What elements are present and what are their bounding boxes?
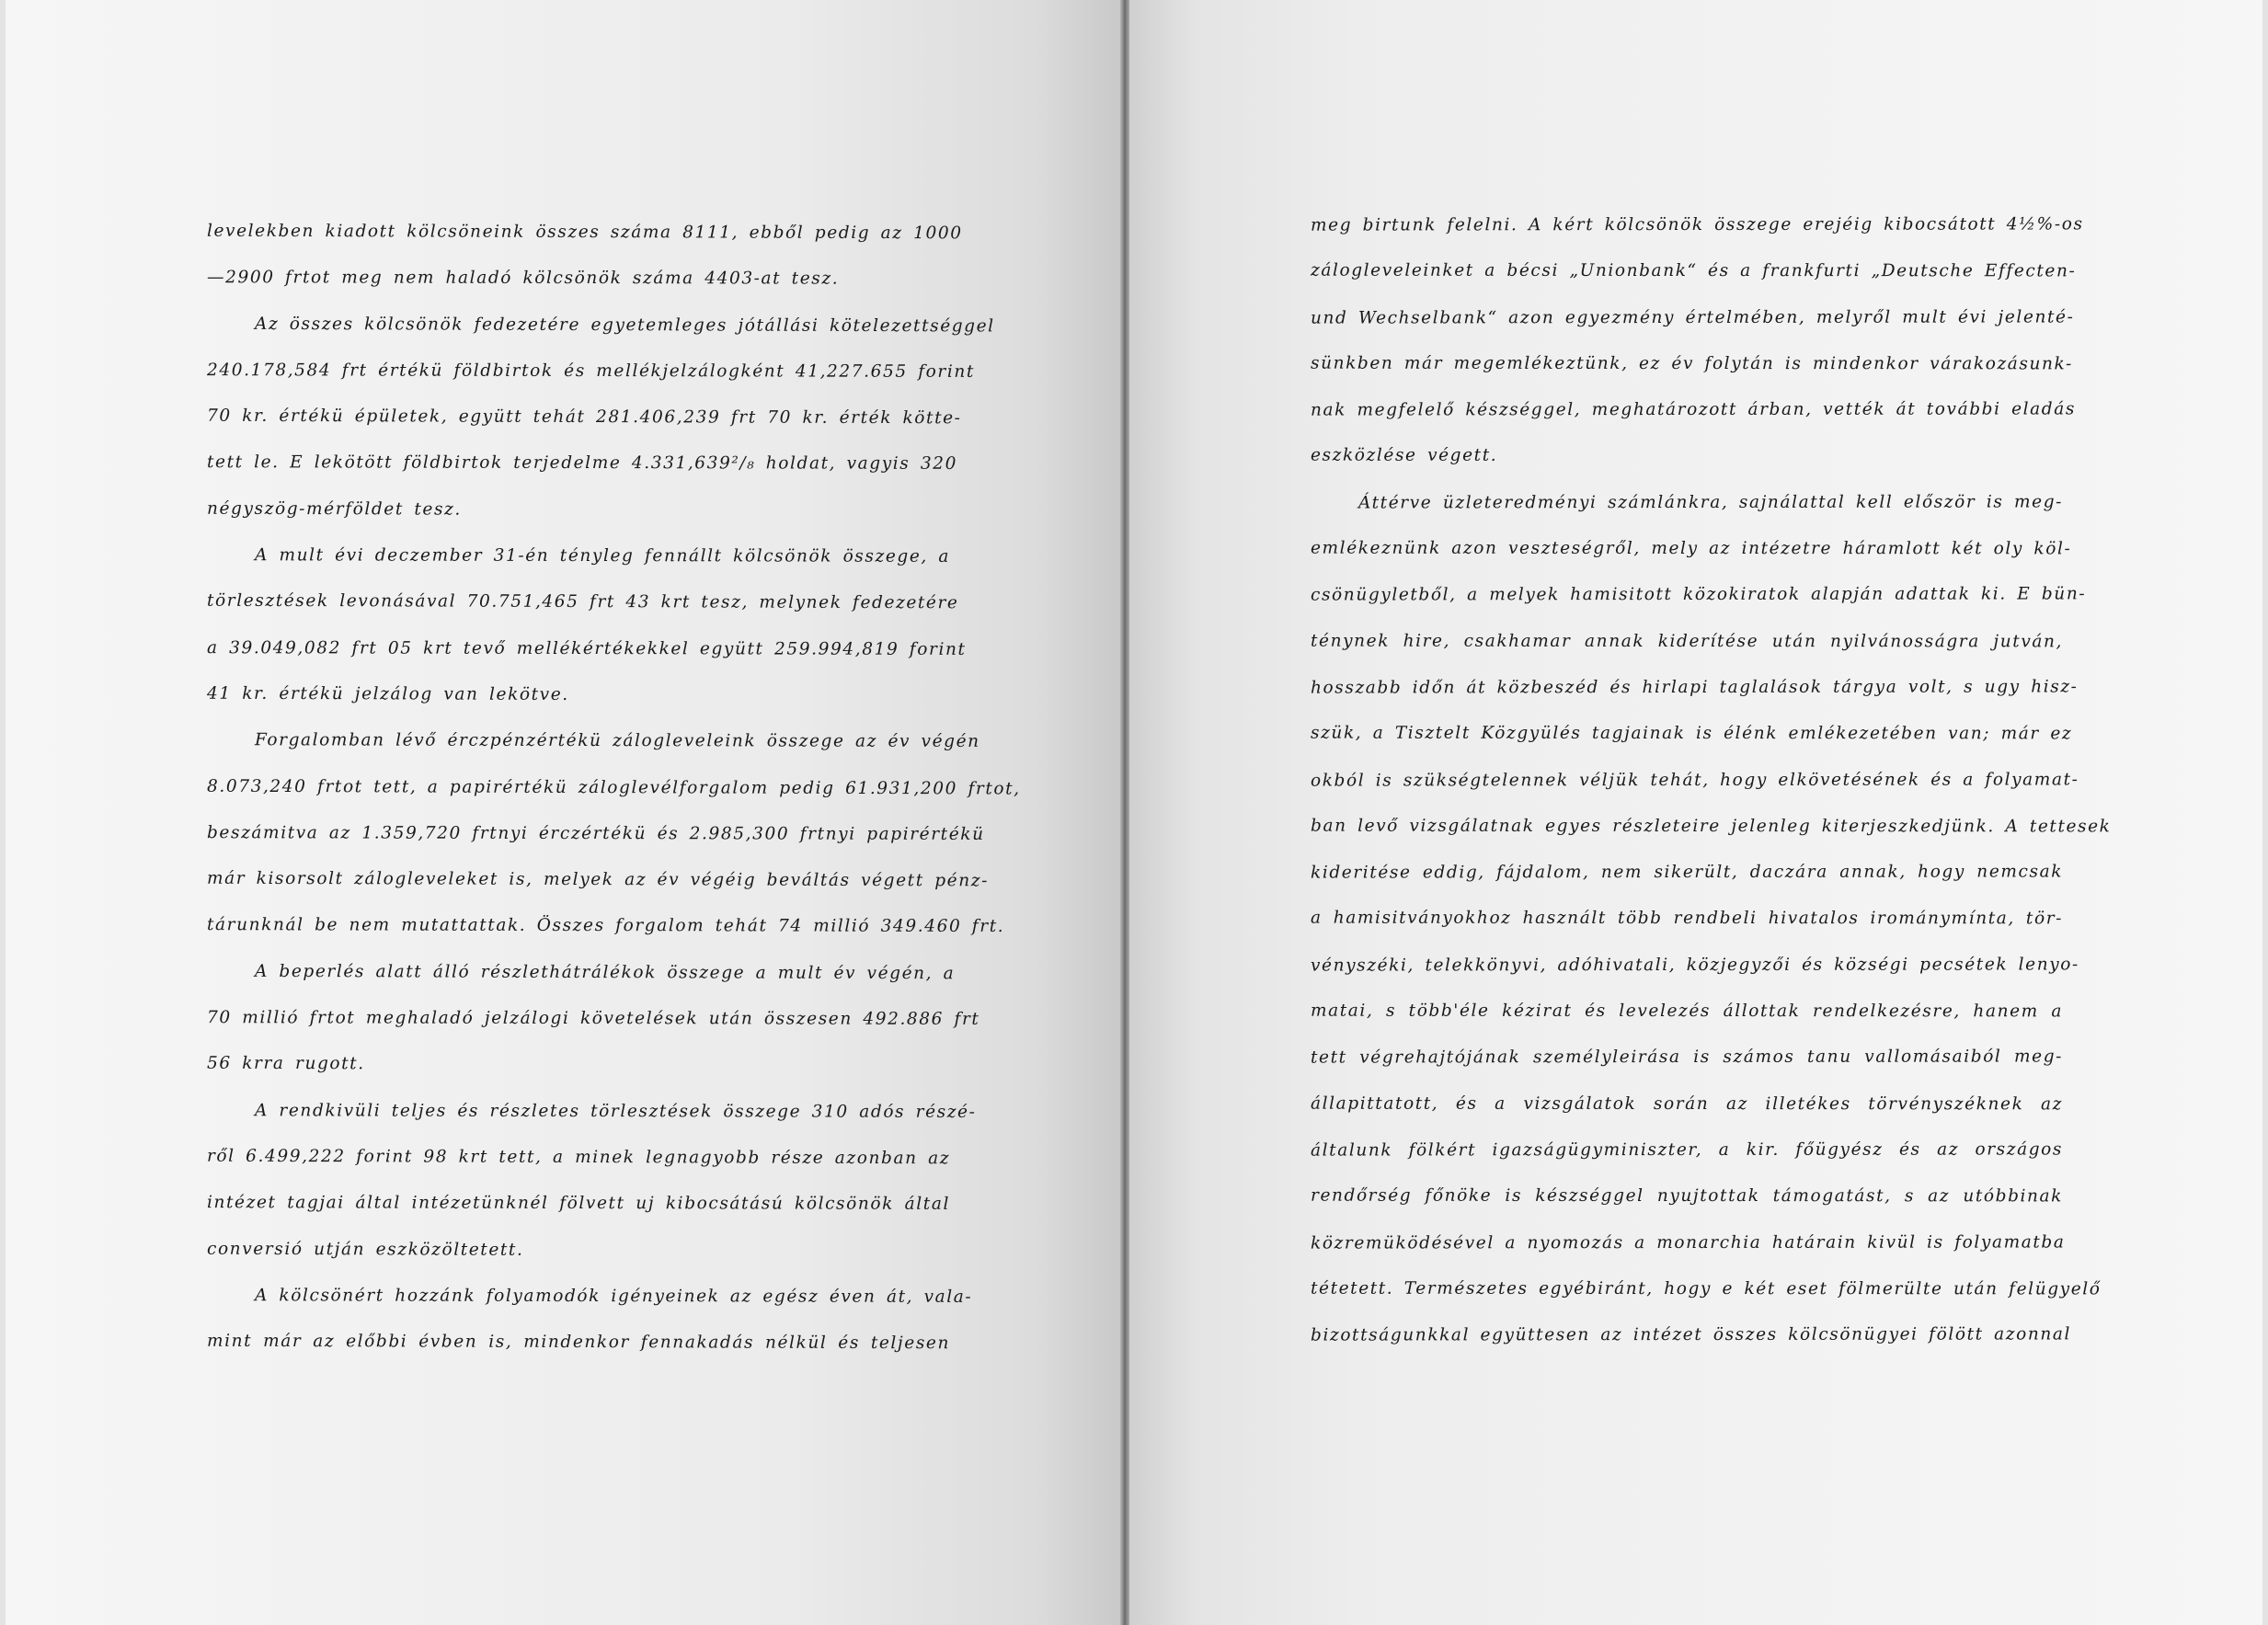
text-line: szük, a Tisztelt Közgyülés tagjainak is élénk emlékezetében van; már ez (1310, 723, 2073, 744)
text-line: 70 millió frtot meghaladó jelzálogi követelések után összesen 492.886 frt (206, 1008, 980, 1029)
text-line: zálogleveleinket a bécsi „Unionbank“ és a frankfurti „Deutsche Effecten- (1310, 260, 2077, 281)
text-line: und Wechselbank“ azon egyezmény értelmében, melyről mult évi jelenté- (1310, 307, 2075, 328)
text-line: 56 krra rugott. (206, 1054, 365, 1074)
text-line: tett végrehajtójának személyleirása is számos tanu vallomásaiból meg- (1310, 1047, 2064, 1068)
text-line: tárunknál be nem mutattattak. Összes forgalom tehát 74 millió 349.460 frt. (206, 915, 1005, 937)
text-line: állapittatott, és a vizsgálatok során az illetékes törvényszéknek az (1310, 1093, 2064, 1114)
text-line: törlesztések levonásával 70.751,465 frt 43 krt tesz, melynek fedezetére (206, 591, 959, 613)
right-page-edge (2262, 0, 2268, 1625)
text-line: a 39.049,082 frt 05 krt tevő mellékértékekkel együtt 259.994,819 forint (206, 637, 967, 659)
text-line: hosszabb időn át közbeszéd és hirlapi taglalások tárgya volt, s ugy hisz- (1310, 677, 2079, 698)
text-line: rendőrség főnöke is készséggel nyujtottak támogatást, s az utóbbinak (1310, 1185, 2064, 1207)
text-line: eszközlése végett. (1310, 446, 1498, 466)
text-line: csönügyletből, a melyek hamisitott közokiratok alapján adattak ki. E bün- (1310, 584, 2087, 605)
right-page-text-column (1310, 202, 2112, 1358)
text-line: matai, s több'éle kézirat és levelezés állottak rendelkezésre, hanem a (1310, 1001, 2064, 1022)
text-line: már kisorsolt zálogleveleket is, melyek az év végéig beváltás végett pénz- (206, 868, 989, 891)
text-line: ről 6.499,222 forint 98 krt tett, a minek legnagyobb része azonban az (206, 1146, 951, 1169)
text-line: A mult évi deczember 31-én tényleg fennállt kölcsönök összege, a (254, 545, 951, 566)
text-line: mint már az előbbi évben is, mindenkor fennakadás nélkül és teljesen (206, 1331, 951, 1354)
text-line: okból is szükségtelennek véljük tehát, hogy elkövetésének és a folyamat- (1310, 769, 2079, 791)
text-line: közremüködésével a nyomozás a monarchia határain kivül is folyamatba (1310, 1231, 2066, 1253)
text-line: 70 kr. értékü épületek, együtt tehát 281.406,239 frt 70 kr. érték kötte- (206, 406, 962, 429)
text-line: ban levő vizsgálatnak egyes részleteire jelenleg kiterjeszkedjünk. A tettesek (1310, 816, 2112, 837)
left-page-text-column (206, 210, 1021, 1366)
text-line: ténynek hire, csakhamar annak kiderítése után nyilvánosságra jutván, (1310, 631, 2064, 652)
text-line: —2900 frtot meg nem haladó kölcsönök száma 4403-at tesz. (206, 268, 840, 289)
text-line: a hamisitványokhoz használt több rendbeli hivatalos irománymínta, tör- (1310, 909, 2064, 929)
text-line: A kölcsönért hozzánk folyamodók igényeinek az egész éven át, vala- (254, 1286, 973, 1307)
text-line: meg birtunk felelni. A kért kölcsönök összege erejéig kibocsátott 4½%-os (1310, 214, 2084, 235)
text-line: négyszög-mérföldet tesz. (206, 498, 462, 520)
text-line: tett le. E lekötött földbirtok terjedelme 4.331,639²/₈ holdat, vagyis 320 (206, 452, 958, 475)
text-line: intézet tagjai által intézetünknél fölvett uj kibocsátású kölcsönök által (206, 1193, 951, 1215)
text-line: tétetett. Természetes egyébiránt, hogy e két eset fölmerülte után felügyelő (1310, 1278, 2102, 1299)
text-line: vényszéki, telekkönyvi, adóhivatali, közjegyzői és községi pecsétek lenyo- (1310, 955, 2079, 976)
text-line: Forgalomban lévő érczpénzértékü zálogleveleink összege az év végén (254, 730, 980, 752)
text-line: A beperlés alatt álló részlethátrálékok összege a mult év végén, a (254, 961, 956, 984)
text-line: 8.073,240 frtot tett, a papirértékü záloglevélforgalom pedig 61.931,200 frtot, (206, 776, 1021, 799)
text-line: 240.178,584 frt értékü földbirtok és mellékjelzálogként 41,227.655 forint (206, 360, 975, 382)
text-line: Áttérve üzleteredményi számlánkra, sajnálattal kell először is meg- (1357, 492, 2064, 513)
text-line: 41 kr. értékü jelzálog van lekötve. (206, 683, 569, 704)
text-line: emlékeznünk azon veszteségről, mely az intézetre háramlott két oly köl- (1310, 538, 2072, 559)
left-page-edge (0, 0, 6, 1625)
book-gutter (1120, 0, 1129, 1625)
text-line: sünkben már megemlékeztünk, ez év folytán is mindenkor várakozásunk- (1310, 353, 2073, 374)
text-line: nak megfelelő készséggel, meghatározott árban, vették át további eladás (1310, 399, 2076, 420)
text-line: A rendkivüli teljes és részletes törlesztések összege 310 adós részé- (254, 1100, 977, 1122)
text-line: levelekben kiadott kölcsöneink összes száma 8111, ebből pedig az 1000 (206, 221, 963, 244)
text-line: beszámitva az 1.359,720 frtnyi érczértékü és 2.985,300 frtnyi papirértékü (206, 823, 985, 844)
text-line: conversió utján eszközöltetett. (206, 1239, 524, 1260)
text-line: általunk fölkért igazságügyminiszter, a kir. főügyész és az országos (1310, 1139, 2064, 1161)
text-line: kideritése eddig, fájdalom, nem sikerült, daczára annak, hogy nemcsak (1310, 862, 2064, 883)
text-line: bizottságunkkal együttesen az intézet összes kölcsönügyei fölött azonnal (1310, 1324, 2072, 1345)
text-line: Az összes kölcsönök fedezetére egyetemleges jótállási kötelezettséggel (254, 314, 995, 337)
